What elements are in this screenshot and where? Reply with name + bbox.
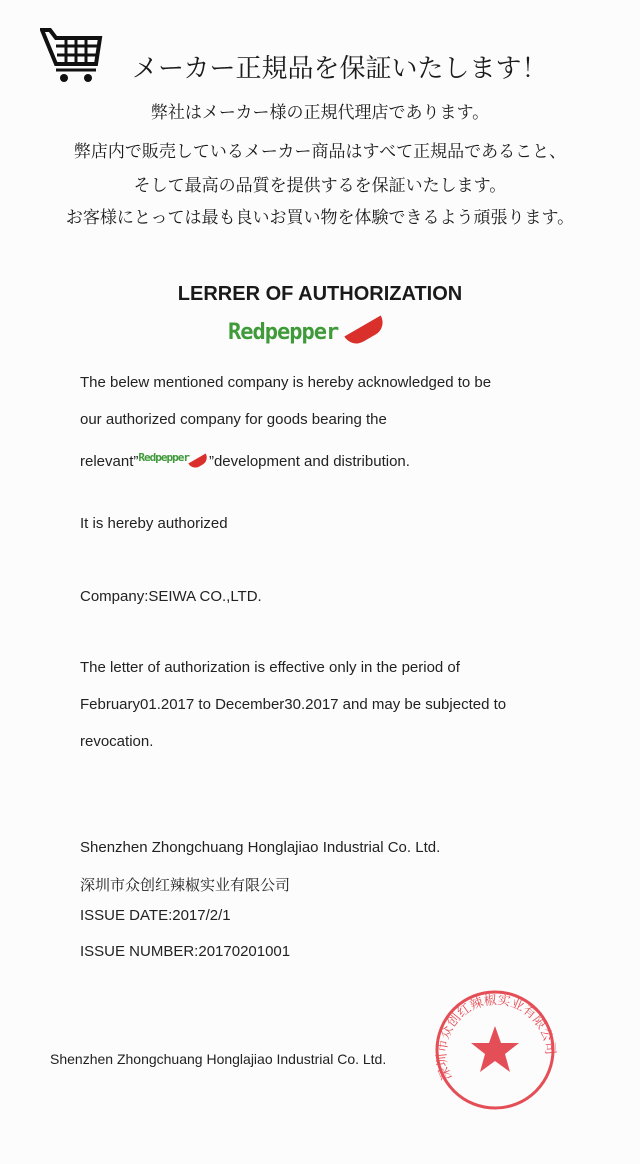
chili-icon	[188, 454, 209, 471]
paragraph-line: our authorized company for goods bearing the	[80, 411, 387, 428]
header-line: そして最高の品質を提供するを保証いたします。	[133, 176, 507, 196]
issuer-cn: 深圳市众创红辣椒实业有限公司	[80, 876, 291, 894]
issuer-en: Shenzhen Zhongchuang Honglajiao Industrial Co. Ltd.	[80, 839, 441, 856]
company-stamp	[430, 988, 560, 1112]
redpepper-logo-inline: Redpepper	[138, 451, 189, 464]
header-title: メーカー正規品を保証いたします！	[132, 54, 548, 84]
header-line: 弊社はメーカー様の正規代理店であります。	[150, 103, 490, 123]
paragraph-line: The belew mentioned company is hereby acknowledged to be	[80, 374, 492, 391]
redpepper-logo: Redpepper	[228, 320, 387, 345]
header-line: お客様にとっては最も良いお買い物を体験できるよう頑張ります。	[65, 208, 575, 228]
issue-number: ISSUE NUMBER:20170201001	[80, 943, 291, 960]
period-line: The letter of authorization is effective only in the period of	[80, 659, 460, 676]
letter-title: LERRER OF AUTHORIZATION	[177, 283, 463, 305]
period-line: February01.2017 to December30.2017 and may be subjected to	[80, 696, 507, 713]
chili-icon	[345, 315, 388, 348]
shopping-cart-icon	[40, 26, 106, 84]
svg-text:深圳市众创红辣椒实业有限公司: 深圳市众创红辣椒实业有限公司	[434, 992, 558, 1083]
signature-text: Shenzhen Zhongchuang Honglajiao Industrial Co. Ltd.	[50, 1051, 387, 1067]
header-line: 弊店内で販売しているメーカー商品はすべて正規品であること、	[73, 142, 567, 162]
star-icon	[471, 1026, 519, 1072]
issue-date: ISSUE DATE:2017/2/1	[80, 907, 231, 924]
paragraph-line: relevant”$^{Redpepper}$ ”development and distribution.	[80, 451, 410, 470]
company-text: Company:SEIWA CO.,LTD.	[80, 588, 262, 605]
period-line: revocation.	[80, 733, 154, 750]
authorized-text: It is hereby authorized	[80, 515, 228, 532]
